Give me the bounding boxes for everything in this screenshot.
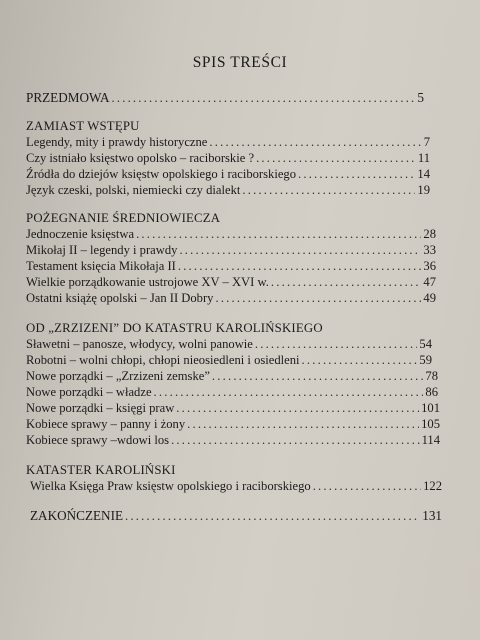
toc-entry-page: 114 bbox=[421, 433, 440, 447]
leader-dots bbox=[298, 166, 415, 182]
toc-entry-label: Czy istniało księstwo opolsko – raciborskie ? bbox=[26, 151, 255, 165]
toc-entry-label: Nowe porządki – księgi praw bbox=[26, 401, 175, 415]
section-heading: POŻEGNANIE ŚREDNIOWIECZA bbox=[26, 211, 221, 225]
toc-entry-page: 101 bbox=[421, 401, 440, 415]
toc-entry bbox=[26, 150, 430, 166]
toc-entry-page: 105 bbox=[421, 417, 440, 431]
toc-entry-page: 122 bbox=[423, 479, 442, 493]
toc-entry-label: Testament księcia Mikołaja II bbox=[26, 259, 176, 273]
toc-entry bbox=[26, 182, 430, 198]
leader-dots bbox=[125, 508, 420, 524]
toc-entry bbox=[26, 242, 436, 258]
toc-entry bbox=[26, 134, 430, 150]
toc-entry-label: Mikołaj II – legendy i prawdy bbox=[26, 243, 178, 257]
toc-entry-page: 49 bbox=[423, 291, 436, 305]
leader-dots bbox=[313, 478, 421, 494]
toc-entry-przedmowa bbox=[26, 90, 424, 106]
leader-dots bbox=[215, 290, 421, 306]
toc-entry-page: 7 bbox=[423, 135, 430, 149]
leader-dots bbox=[256, 150, 416, 166]
toc-entry-label: Nowe porządki – władze bbox=[26, 385, 152, 399]
toc-entry-page: 28 bbox=[423, 227, 436, 241]
toc-entry-label: Wielkie porządkowanie ustrojowe XV – XVI w. bbox=[26, 275, 269, 289]
toc-entry bbox=[26, 336, 432, 352]
toc-entry-label: Sławetni – panosze, włodycy, wolni panowie bbox=[26, 337, 253, 351]
section-heading: KATASTER KAROLIŃSKI bbox=[26, 463, 176, 477]
leader-dots bbox=[302, 352, 418, 368]
toc-entry-label: Wielka Księga Praw księstw opolskiego i raciborskiego bbox=[30, 479, 311, 493]
toc-entry-label: PRZEDMOWA bbox=[26, 90, 110, 105]
toc-entry bbox=[26, 432, 440, 448]
toc-entry-page: 59 bbox=[419, 353, 432, 367]
leader-dots bbox=[179, 242, 421, 258]
toc-entry-page: 54 bbox=[419, 337, 432, 351]
toc-entry-page: 33 bbox=[423, 243, 436, 257]
toc-entry-page: 78 bbox=[425, 369, 438, 383]
leader-dots bbox=[271, 274, 421, 290]
toc-entry-label: Ostatni książę opolski – Jan II Dobry bbox=[26, 291, 214, 305]
toc-entry-label: Kobiece sprawy – panny i żony bbox=[26, 417, 186, 431]
toc-entry-label: Kobiece sprawy –wdowi los bbox=[26, 433, 170, 447]
leader-dots bbox=[209, 134, 421, 150]
toc-entry-label: Źródła do dziejów księstw opolskiego i raciborskiego bbox=[26, 167, 297, 181]
toc-entry-page: 36 bbox=[423, 259, 436, 273]
leader-dots bbox=[136, 226, 421, 242]
toc-entry-page: 47 bbox=[423, 275, 436, 289]
leader-dots bbox=[112, 90, 416, 106]
toc-entry bbox=[26, 368, 438, 384]
toc-entry-page: 19 bbox=[417, 183, 430, 197]
toc-entry-zakonczenie bbox=[30, 508, 442, 524]
leader-dots bbox=[242, 182, 415, 198]
leader-dots bbox=[178, 258, 422, 274]
toc-entry bbox=[26, 226, 436, 242]
toc-entry bbox=[26, 290, 436, 306]
leader-dots bbox=[187, 416, 419, 432]
toc-entry-label: ZAKOŃCZENIE bbox=[30, 508, 124, 523]
leader-dots bbox=[154, 384, 424, 400]
toc-entry-label: Robotni – wolni chłopi, chłopi nieosiedleni i osiedleni bbox=[26, 353, 300, 367]
leader-dots bbox=[255, 336, 418, 352]
toc-entry-page: 14 bbox=[417, 167, 430, 181]
toc-entry bbox=[26, 416, 440, 432]
toc-entry bbox=[26, 384, 438, 400]
page-title: SPIS TREŚCI bbox=[192, 54, 288, 71]
toc-entry bbox=[26, 258, 436, 274]
toc-entry bbox=[30, 478, 442, 494]
toc-entry-label: Legendy, mity i prawdy historyczne bbox=[26, 135, 208, 149]
toc-entry bbox=[26, 274, 436, 290]
toc-entry-page: 5 bbox=[417, 90, 424, 105]
toc-entry-label: Nowe porządki – „Zrzizeni zemske” bbox=[26, 369, 210, 383]
toc-entry bbox=[26, 352, 432, 368]
toc-entry-page: 86 bbox=[425, 385, 438, 399]
leader-dots bbox=[176, 400, 419, 416]
toc-entry bbox=[26, 166, 430, 182]
toc-entry-page: 131 bbox=[422, 508, 442, 523]
toc-entry-label: Język czeski, polski, niemiecki czy dialekt bbox=[26, 183, 241, 197]
toc-entry-page: 11 bbox=[417, 151, 430, 165]
leader-dots bbox=[212, 368, 423, 384]
toc-entry bbox=[26, 400, 440, 416]
section-heading: OD „ZRZIZENI” DO KATASTRU KAROLIŃSKIEGO bbox=[26, 321, 323, 335]
leader-dots bbox=[171, 432, 420, 448]
toc-entry-label: Jednoczenie księstwa bbox=[26, 227, 135, 241]
section-heading: ZAMIAST WSTĘPU bbox=[26, 119, 140, 133]
